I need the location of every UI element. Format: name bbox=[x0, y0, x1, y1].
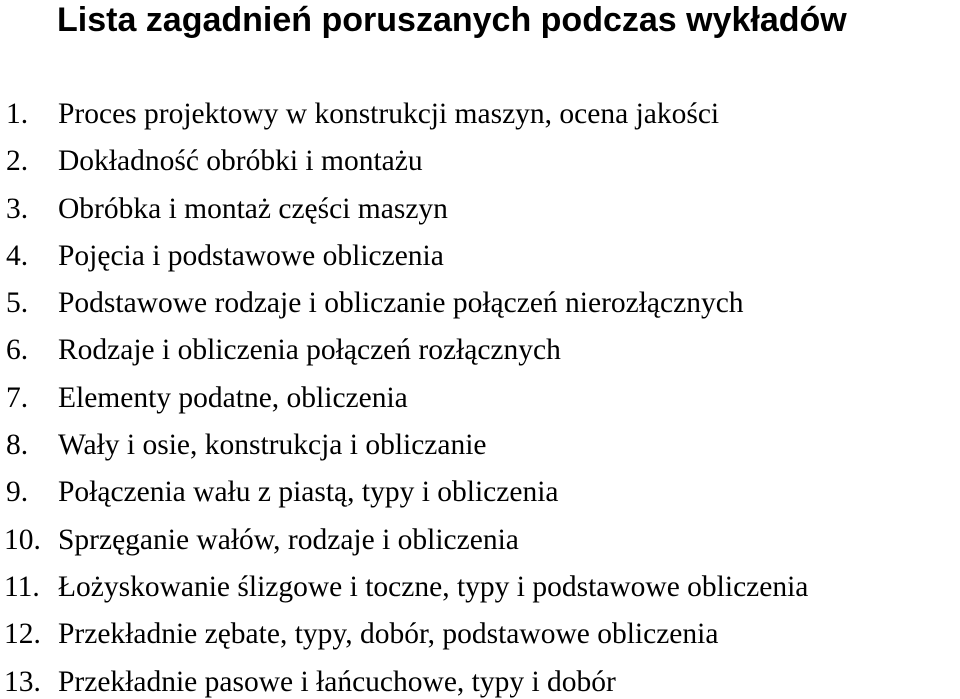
item-number: 5. bbox=[6, 287, 29, 320]
item-number: 3. bbox=[6, 192, 29, 225]
item-text: Przekładnie zębate, typy, dobór, podstawowe obliczenia bbox=[58, 618, 719, 651]
item-number: 11. bbox=[4, 570, 40, 603]
item-text: Pojęcia i podstawowe obliczenia bbox=[58, 239, 444, 272]
item-text: Wały i osie, konstrukcja i obliczanie bbox=[58, 429, 487, 462]
item-number: 9. bbox=[6, 476, 29, 509]
item-text: Dokładność obróbki i montażu bbox=[58, 145, 423, 178]
item-text: Obróbka i montaż części maszyn bbox=[58, 192, 448, 225]
item-text: Rodzaje i obliczenia połączeń rozłącznych bbox=[58, 334, 561, 367]
item-number: 1. bbox=[6, 98, 29, 130]
item-text: Połączenia wału z piastą, typy i obliczenia bbox=[58, 476, 559, 509]
item-text: Elementy podatne, obliczenia bbox=[58, 381, 408, 414]
item-text: Sprzęganie wałów, rodzaje i obliczenia bbox=[58, 523, 519, 556]
item-text: Przekładnie pasowe i łańcuchowe, typy i dobór bbox=[58, 665, 616, 698]
item-text: Łożyskowanie ślizgowe i toczne, typy i podstawowe obliczenia bbox=[58, 570, 809, 603]
item-number: 4. bbox=[6, 239, 29, 272]
item-number: 6. bbox=[6, 334, 29, 367]
item-text: Proces projektowy w konstrukcji maszyn, ocena jakości bbox=[58, 98, 720, 130]
item-text: Podstawowe rodzaje i obliczanie połączeń nierozłącznych bbox=[58, 287, 744, 320]
item-number: 8. bbox=[6, 429, 29, 462]
item-number: 2. bbox=[6, 145, 29, 178]
item-number: 7. bbox=[6, 381, 29, 414]
item-number: 12. bbox=[4, 618, 41, 651]
page-title: Lista zagadnień poruszanych podczas wykładów bbox=[57, 1, 847, 39]
item-number: 13. bbox=[4, 665, 41, 698]
item-number: 10. bbox=[4, 523, 41, 556]
